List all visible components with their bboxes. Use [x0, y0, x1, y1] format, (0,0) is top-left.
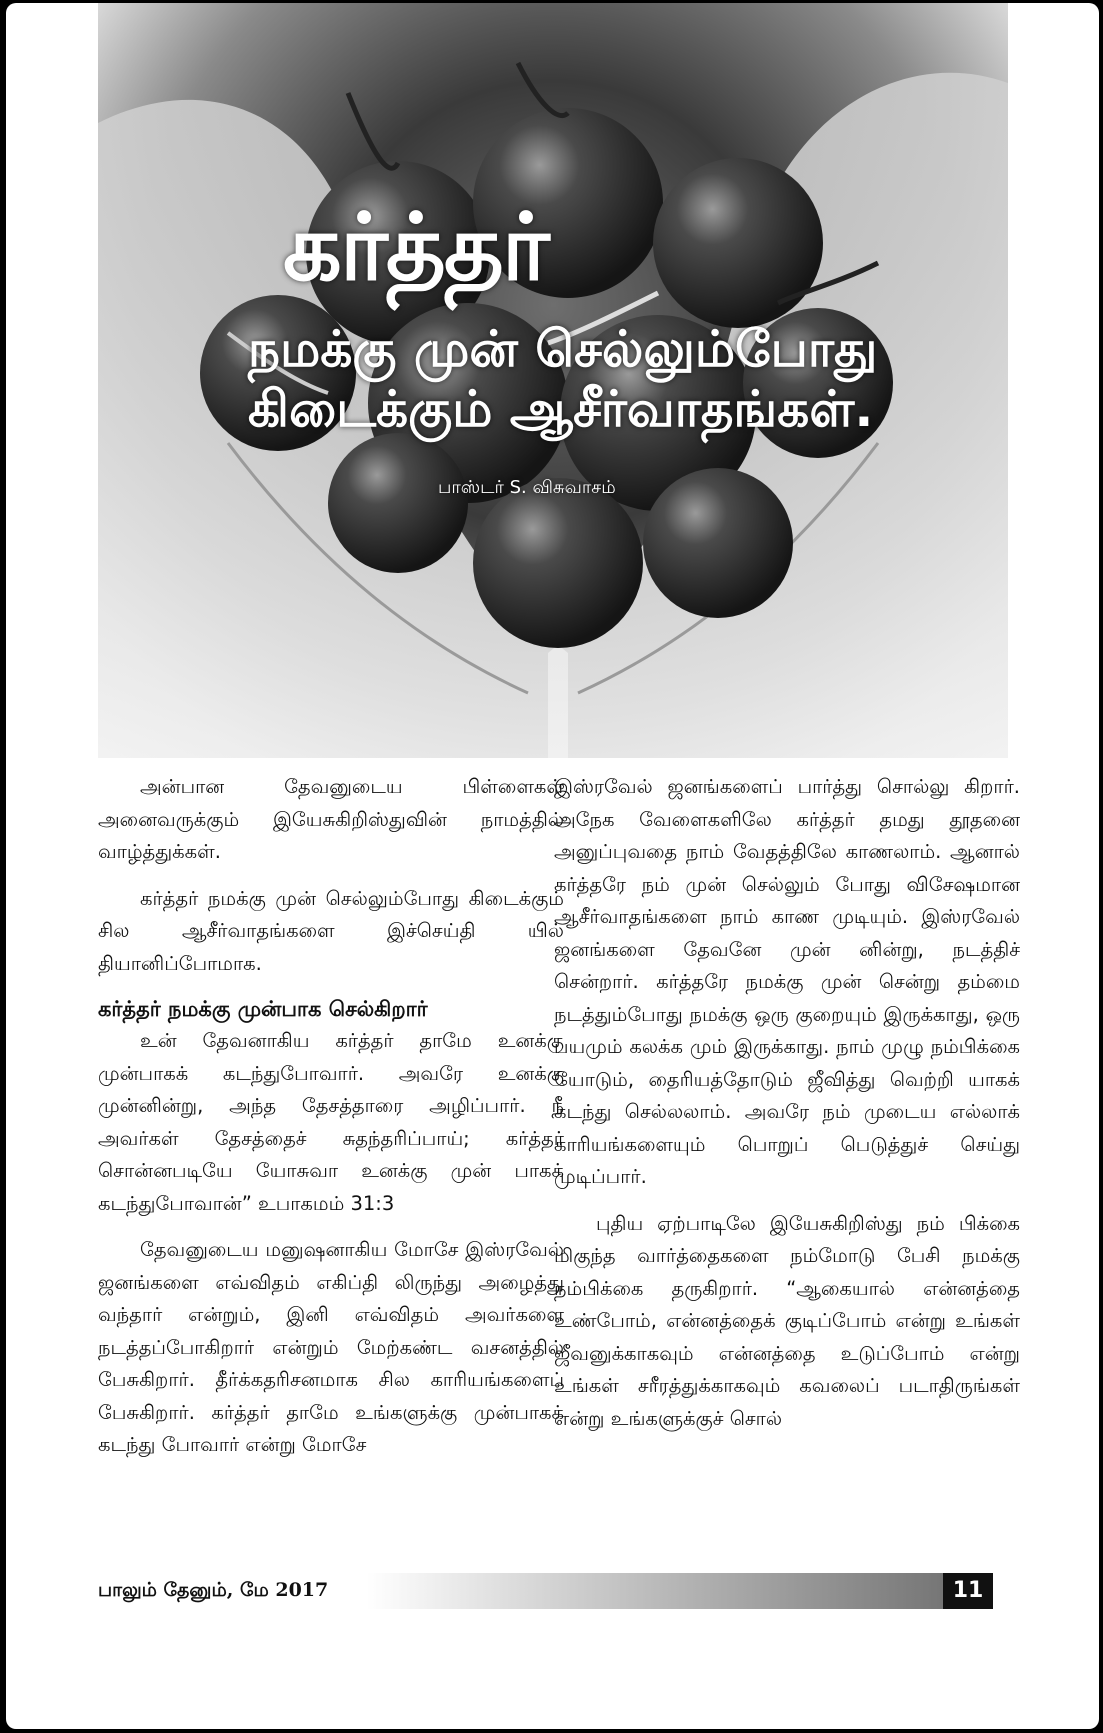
- left-column: [98, 771, 564, 1476]
- article-subtitle: [248, 319, 928, 439]
- publication-info: பாலும் தேனும், மே 2017: [98, 1579, 329, 1601]
- paragraph: இஸ்ரவேல் ஜனங்களைப் பார்த்து சொல்லு கிறார். அநேக வேளைகளிலே கர்த்தர் தமது தூதனை அனுப்புவதை நாம் வேதத்திலே காணலாம். ஆனால் கர்த்தரே நம் முன் செல்லும் போது விசேஷமான ஆசீர்வாதங்களை நாம் காண முடியும். இஸ்ரவேல் ஜனங்களை தேவனே முன் னின்று, நடத்திச் சென்றார். கர்த்தரே நமக்கு முன் சென்று தம்மை நடத்தும்போது நமக்கு ஒரு குறையும் இருக்காது, ஒரு பயமும் கலக்க மும் இருக்காது. நாம் முழு நம்பிக்கை யோடும், தைரியத்தோடும் ஜீவித்து வெற்றி யாகக் கடந்து செல்லலாம். அவரே நம் முடைய எல்லாக் காரியங்களையும் பொறுப் பெடுத்துச் செய்து முடிப்பார்.: [554, 775, 1020, 1188]
- paragraph: தேவனுடைய மனுஷனாகிய மோசே இஸ்ரவேல் ஜனங்களை எவ்விதம் எகிப்தி லிருந்து அழைத்து வந்தார் என்றும், இனி எவ்விதம் அவர்களை நடத்தப்போகிறார் என்றும் மேற்கண்ட வசனத்தில் பேசுகிறார். தீர்க்கதரிசனமாக சில காரியங்களைப் பேசுகிறார். கர்த்தர் தாமே உங்களுக்கு முன்பாகக் கடந்து போவார் என்று மோசே: [98, 1238, 564, 1456]
- article-title: கர்த்தர்: [283, 194, 548, 301]
- right-column: [554, 771, 1020, 1449]
- section-heading: கர்த்தர் நமக்கு முன்பாக செல்கிறார்: [98, 997, 428, 1021]
- paragraph: கர்த்தர் நமக்கு முன் செல்லும்போது கிடைக்கும் சில ஆசீர்வாதங்களை இச்செய்தி யில் தியானிப்போமாக.: [98, 886, 564, 975]
- subtitle-line-2: கிடைக்கும் ஆசீர்வாதங்கள்.: [248, 380, 874, 438]
- page-number: 11: [943, 1573, 993, 1609]
- paragraph: உன் தேவனாகிய கர்த்தர் தாமே உனக்கு முன்பாகக் கடந்துபோவார். அவரே உனக்கு முன்னின்று, அந்த தேசத்தாரை அழிப்பார். நீ அவர்கள் தேசத்தைச் சுதந்தரிப்பாய்; கர்த்தர் சொன்னபடியே யோசுவா உனக்கு முன் பாகக் கடந்துபோவான்” உபாகமம் 31:3: [98, 1029, 564, 1215]
- paragraph: அன்பான தேவனுடைய பிள்ளைகள் அனைவருக்கும் இயேசுகிறிஸ்துவின் நாமத்தில் வாழ்த்துக்கள்.: [98, 775, 564, 863]
- paragraph: புதிய ஏற்பாடிலே இயேசுகிறிஸ்து நம் பிக்கை மிகுந்த வார்த்தைகளை நம்மோடு பேசி நமக்கு நம்பிக்கை தருகிறார். “ஆகையால் என்னத்தை உண்போம், என்னத்தைக் குடிப்போம் என்று உங்கள் ஜீவனுக்காகவும் என்னத்தை உடுப்போம் என்று உங்கள் சரீரத்துக்காகவும் கவலைப் படாதிருங்கள் என்று உங்களுக்குச் சொல்: [554, 1211, 1020, 1430]
- magazine-page: [6, 3, 1099, 1729]
- page-footer: [98, 1573, 993, 1609]
- author-byline: பாஸ்டர் S. விசுவாசம்: [438, 477, 616, 498]
- subtitle-line-1: நமக்கு முன் செல்லும்போது: [248, 320, 878, 378]
- hero-image: [98, 3, 1008, 758]
